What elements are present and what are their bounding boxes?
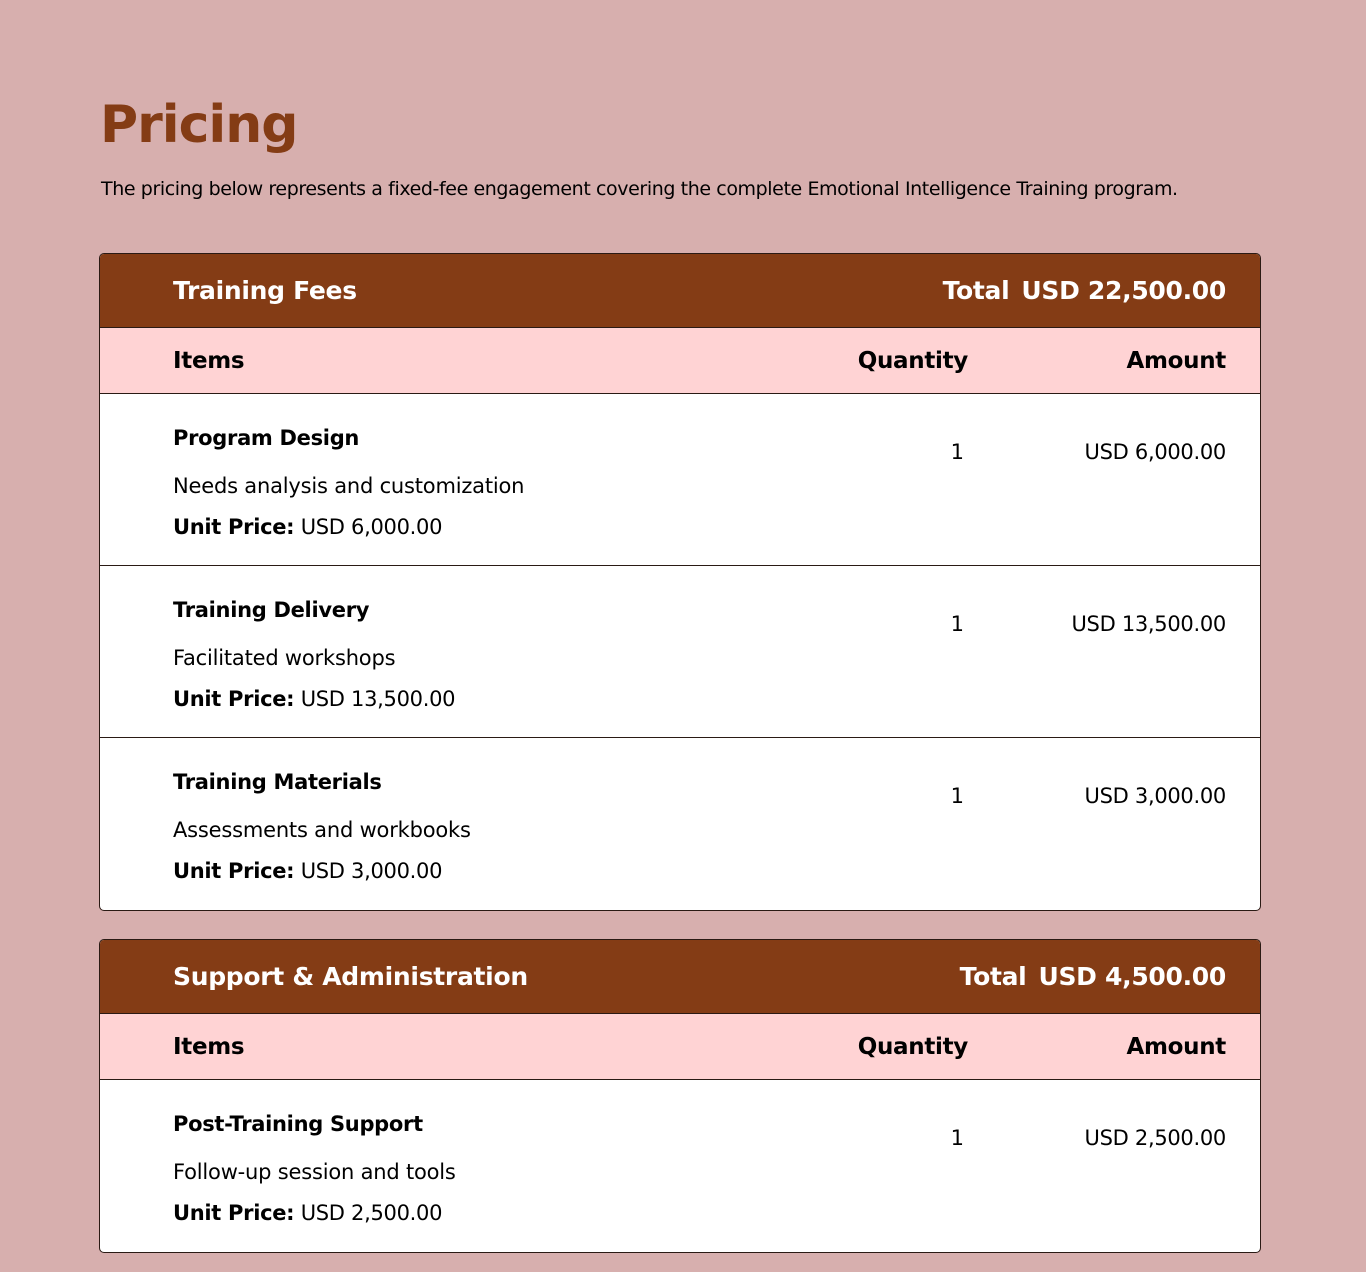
line-item-quantity: 1 — [950, 612, 964, 636]
line-item-quantity: 1 — [950, 784, 964, 808]
line-item-details — [173, 424, 818, 565]
line-item-name: Training Delivery — [173, 598, 370, 622]
line-item-name: Training Materials — [173, 770, 382, 794]
line-item-name: Program Design — [173, 426, 360, 450]
line-item-name: Post-Training Support — [173, 1112, 423, 1136]
line-item-unit-price — [173, 857, 818, 885]
section-title: Support & Administration — [173, 962, 528, 991]
pricing-section-training-fees — [99, 253, 1261, 911]
column-header-row — [100, 327, 1260, 394]
unit-price-label: Unit Price: — [173, 1201, 295, 1225]
line-item-description: Needs analysis and customization — [173, 474, 525, 498]
pricing-section-support-administration — [99, 939, 1261, 1253]
line-item-amount: USD 3,000.00 — [1084, 784, 1226, 808]
column-header-quantity: Quantity — [857, 347, 968, 374]
section-title: Training Fees — [173, 276, 357, 305]
line-item-quantity: 1 — [950, 1126, 964, 1150]
line-item-unit-price — [173, 513, 818, 541]
section-header — [100, 940, 1260, 1013]
line-item-unit-price — [173, 1199, 818, 1227]
unit-price-value: USD 3,000.00 — [300, 859, 443, 883]
column-header-amount: Amount — [1126, 1033, 1226, 1060]
column-header-quantity: Quantity — [857, 1033, 968, 1060]
line-item-details — [173, 768, 818, 910]
page-title: Pricing — [100, 95, 298, 155]
line-item-quantity: 1 — [950, 440, 964, 464]
section-total-value: USD 4,500.00 — [1038, 962, 1226, 991]
line-item-row — [100, 394, 1260, 566]
column-header-items: Items — [173, 347, 245, 374]
column-header-amount: Amount — [1126, 347, 1226, 374]
section-header — [100, 254, 1260, 327]
line-item-description: Facilitated workshops — [173, 646, 396, 670]
line-item-description: Assessments and workbooks — [173, 818, 471, 842]
unit-price-value: USD 13,500.00 — [300, 687, 456, 711]
section-total-label: Total — [942, 276, 1010, 305]
line-item-details — [173, 596, 818, 737]
section-total-label: Total — [959, 962, 1027, 991]
unit-price-value: USD 2,500.00 — [300, 1201, 443, 1225]
unit-price-label: Unit Price: — [173, 859, 295, 883]
section-total — [960, 962, 1226, 991]
line-item-amount: USD 6,000.00 — [1084, 440, 1226, 464]
line-item-amount: USD 2,500.00 — [1084, 1126, 1226, 1150]
section-total-value: USD 22,500.00 — [1021, 276, 1226, 305]
column-header-items: Items — [173, 1033, 245, 1060]
line-item-row — [100, 566, 1260, 738]
line-item-row — [100, 738, 1260, 910]
line-item-unit-price — [173, 685, 818, 713]
line-item-amount: USD 13,500.00 — [1071, 612, 1226, 636]
column-header-row — [100, 1013, 1260, 1080]
line-item-description: Follow-up session and tools — [173, 1160, 456, 1184]
line-item-row — [100, 1080, 1260, 1252]
unit-price-label: Unit Price: — [173, 687, 295, 711]
line-item-details — [173, 1110, 818, 1252]
section-total — [943, 276, 1226, 305]
unit-price-value: USD 6,000.00 — [300, 515, 443, 539]
intro-text: The pricing below represents a fixed-fee engagement covering the complete Emotional Intelligence Training program. — [101, 178, 1178, 200]
unit-price-label: Unit Price: — [173, 515, 295, 539]
